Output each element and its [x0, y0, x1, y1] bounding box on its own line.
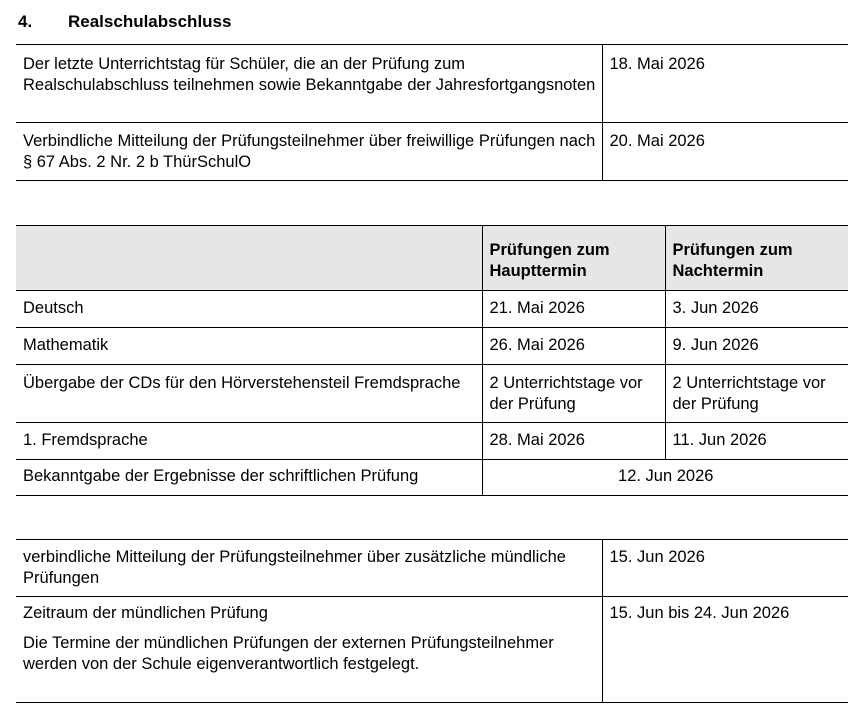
table-row — [16, 291, 848, 328]
subject-cell: Mathematik — [16, 328, 482, 365]
nach-date-cell: 3. Jun 2026 — [665, 291, 848, 328]
table-row — [16, 460, 848, 496]
nach-date-cell: 2 Unterrichtstage vor der Prüfung — [665, 365, 848, 423]
subject-cell: Übergabe der CDs für den Hörverstehensteil Fremdsprache — [16, 365, 482, 423]
table-row — [16, 365, 848, 423]
table-row — [16, 123, 848, 181]
section-title: Realschulabschluss — [68, 12, 232, 31]
subject-cell: 1. Fremdsprache — [16, 423, 482, 460]
deadlines-table-2 — [16, 539, 848, 703]
row-date: 18. Mai 2026 — [602, 45, 848, 123]
header-empty — [16, 226, 482, 291]
table-row — [16, 45, 848, 123]
subject-cell: Deutsch — [16, 291, 482, 328]
deadlines-table-1 — [16, 44, 848, 181]
row-label: verbindliche Mitteilung der Prüfungsteilnehmer über zusätzliche mündliche Prüfungen — [16, 540, 602, 597]
table-row — [16, 328, 848, 365]
table-header-row — [16, 226, 848, 291]
haupt-date-cell: 2 Unterrichtstage vor der Prüfung — [482, 365, 665, 423]
header-nachtermin: Prüfungen zum Nachtermin — [665, 226, 848, 291]
section-number: 4. — [18, 12, 33, 31]
row-date: 15. Jun 2026 — [602, 540, 848, 597]
section-heading — [18, 12, 231, 32]
exam-dates-table — [16, 225, 848, 496]
row-label: Verbindliche Mitteilung der Prüfungsteilnehmer über freiwillige Prüfungen nach § 67 Abs. 2 Nr. 2 b ThürSchulO — [16, 123, 602, 181]
results-label: Bekanntgabe der Ergebnisse der schriftlichen Prüfung — [16, 460, 482, 496]
haupt-date-cell: 28. Mai 2026 — [482, 423, 665, 460]
row-note: Die Termine der mündlichen Prüfungen der externen Prüfungsteilnehmer werden von der Schule eigenverantwortlich festgelegt. — [23, 634, 554, 673]
oral-exam-cell — [16, 597, 602, 703]
header-haupttermin: Prüfungen zum Haupttermin — [482, 226, 665, 291]
results-date: 12. Jun 2026 — [482, 460, 848, 496]
haupt-date-cell: 26. Mai 2026 — [482, 328, 665, 365]
nach-date-cell: 11. Jun 2026 — [665, 423, 848, 460]
row-label: Zeitraum der mündlichen Prüfung — [23, 604, 268, 622]
nach-date-cell: 9. Jun 2026 — [665, 328, 848, 365]
table-row — [16, 423, 848, 460]
haupt-date-cell: 21. Mai 2026 — [482, 291, 665, 328]
row-date: 20. Mai 2026 — [602, 123, 848, 181]
row-label: Der letzte Unterrichtstag für Schüler, die an der Prüfung zum Realschulabschluss teilnehmen sowie Bekanntgabe der Jahresfortgangsnoten — [16, 45, 602, 123]
table-row — [16, 597, 848, 703]
table-row — [16, 540, 848, 597]
row-date: 15. Jun bis 24. Jun 2026 — [602, 597, 848, 703]
